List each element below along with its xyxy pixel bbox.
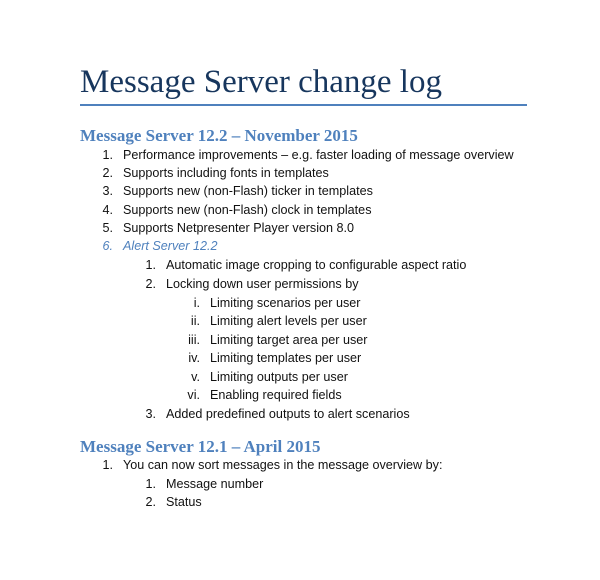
list-item-text: Supports Netpresenter Player version 8.0 [123,221,355,235]
list-item-text: Limiting scenarios per user [210,296,361,310]
list-number: 6. [102,239,113,253]
list-number: 3. [145,407,156,421]
list-number: 5. [102,221,113,235]
list-item [102,164,329,182]
list-item [187,386,342,404]
list-number: i. [193,296,200,310]
list-item-text: Message number [166,477,264,491]
list-item-text: Limiting templates per user [210,351,362,365]
document-title: Message Server change log [80,64,442,100]
list-item [102,201,372,219]
list-number: 1. [102,458,113,472]
list-item-text: Added predefined outputs to alert scenarios [166,407,410,421]
list-number: 1. [145,477,156,491]
list-item-text: Supports new (non-Flash) clock in templates [123,203,372,217]
list-item [145,493,202,511]
list-item-text: Limiting outputs per user [210,370,348,384]
list-number: iv. [188,351,200,365]
list-item-text: Status [166,495,202,509]
section-heading-12-2: Message Server 12.2 – November 2015 [80,126,358,145]
list-number: iii. [188,333,200,347]
list-item [102,456,443,474]
list-number: 2. [145,277,156,291]
list-item [145,475,264,493]
list-item [190,312,367,330]
list-item-text: Supports new (non-Flash) ticker in templates [123,184,373,198]
list-item-text: Performance improvements – e.g. faster loading of message overview [123,148,514,162]
list-number: 3. [102,184,113,198]
list-number: 2. [102,166,113,180]
list-item [102,146,514,164]
list-item [188,349,362,367]
list-number: 4. [102,203,113,217]
list-item-text: Limiting target area per user [210,333,368,347]
list-item [145,256,467,274]
list-number: v. [191,370,200,384]
list-item-text: Alert Server 12.2 [123,239,218,253]
title-underline [80,104,527,106]
list-item-text: Enabling required fields [210,388,342,402]
list-number: 1. [102,148,113,162]
list-item-text: Automatic image cropping to configurable aspect ratio [166,258,467,272]
list-item [102,182,373,200]
alert-server-subheading [102,237,218,255]
list-number: vi. [187,388,200,402]
section-heading-12-1: Message Server 12.1 – April 2015 [80,437,321,456]
list-item-text: Locking down user permissions by [166,277,359,291]
list-number: 1. [145,258,156,272]
list-item [193,294,361,312]
list-item [145,275,359,293]
list-number: ii. [190,314,200,328]
list-item-text: Limiting alert levels per user [210,314,367,328]
list-number: 2. [145,495,156,509]
list-item [145,405,410,423]
list-item-text: You can now sort messages in the message overview by: [123,458,443,472]
list-item [191,368,348,386]
list-item-text: Supports including fonts in templates [123,166,329,180]
list-item [188,331,368,349]
list-item [102,219,355,237]
